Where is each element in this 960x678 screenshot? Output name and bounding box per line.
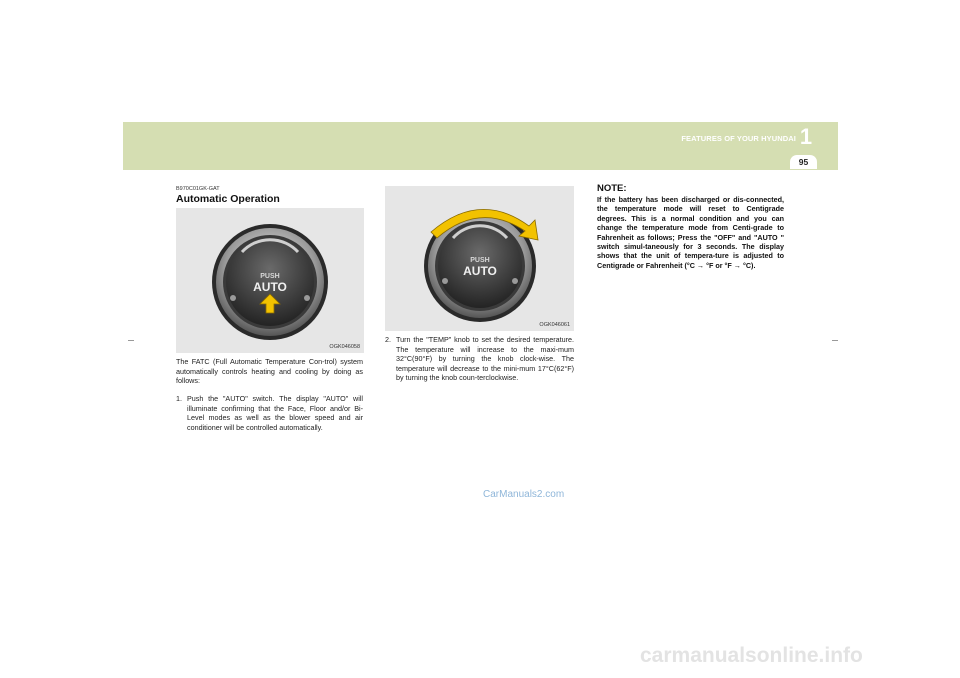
section-heading: Automatic Operation [176, 193, 280, 205]
list-item-2 [385, 335, 574, 383]
list-item-text: Push the "AUTO" switch. The display "AUTO" will illuminate confirming that the Face, Floor and/or Bi-Level modes as well as the blower speed and air conditioner will be controlled automatically. [187, 394, 363, 432]
auto-label: AUTO [463, 264, 497, 278]
note-body: If the battery has been discharged or dis-connected, the temperature mode will reset to Centigrade degrees. This is a normal condition and you can change the temperature mode from Centi-grade to Fahrenheit as follows; Press the "OFF" and "AUTO " switch simul-taneously for 3 seconds. The display shows that the unit of tempera-ture is adjusted to Centigrade or Fahrenheit (°C → °F or °F → °C). [597, 195, 784, 270]
watermark-footer: carmanualsonline.info [640, 644, 863, 667]
push-label: PUSH [470, 257, 490, 264]
note-title: NOTE: [597, 183, 627, 194]
watermark-carmanuals: CarManuals2.com [483, 489, 565, 500]
auto-knob-illustration [176, 208, 364, 353]
temp-knob-illustration [385, 186, 574, 331]
crop-mark-right [832, 340, 838, 341]
list-item-text: Turn the "TEMP" knob to set the desired temperature. The temperature will increase to the maxi-mum 32°C(90°F) by turning the knob clock-wise. The temperature will decrease to the mini-mum 17°C(62°F) by turning the knob coun-terclockwise. [396, 335, 574, 382]
intro-paragraph: The FATC (Full Automatic Temperature Con-trol) system automatically controls heating and cooling by doing as follows: [176, 357, 363, 385]
figure-code: OGK046061 [539, 322, 570, 328]
section-number: 1 [799, 124, 813, 149]
section-label: FEATURES OF YOUR HYUNDAI [681, 134, 796, 143]
temp-knob-figure [385, 186, 574, 331]
list-item-1 [176, 394, 363, 432]
figure-code: OGK046058 [329, 344, 360, 350]
auto-label: AUTO [253, 280, 287, 294]
section-code: B970C01GK-GAT [176, 186, 220, 192]
header-band [123, 122, 838, 170]
list-item-number: 2. [385, 335, 391, 344]
auto-button-figure [176, 208, 364, 353]
push-label: PUSH [260, 273, 280, 280]
page-number: 95 [798, 157, 809, 167]
list-item-number: 1. [176, 394, 182, 403]
crop-mark-left [128, 340, 134, 341]
